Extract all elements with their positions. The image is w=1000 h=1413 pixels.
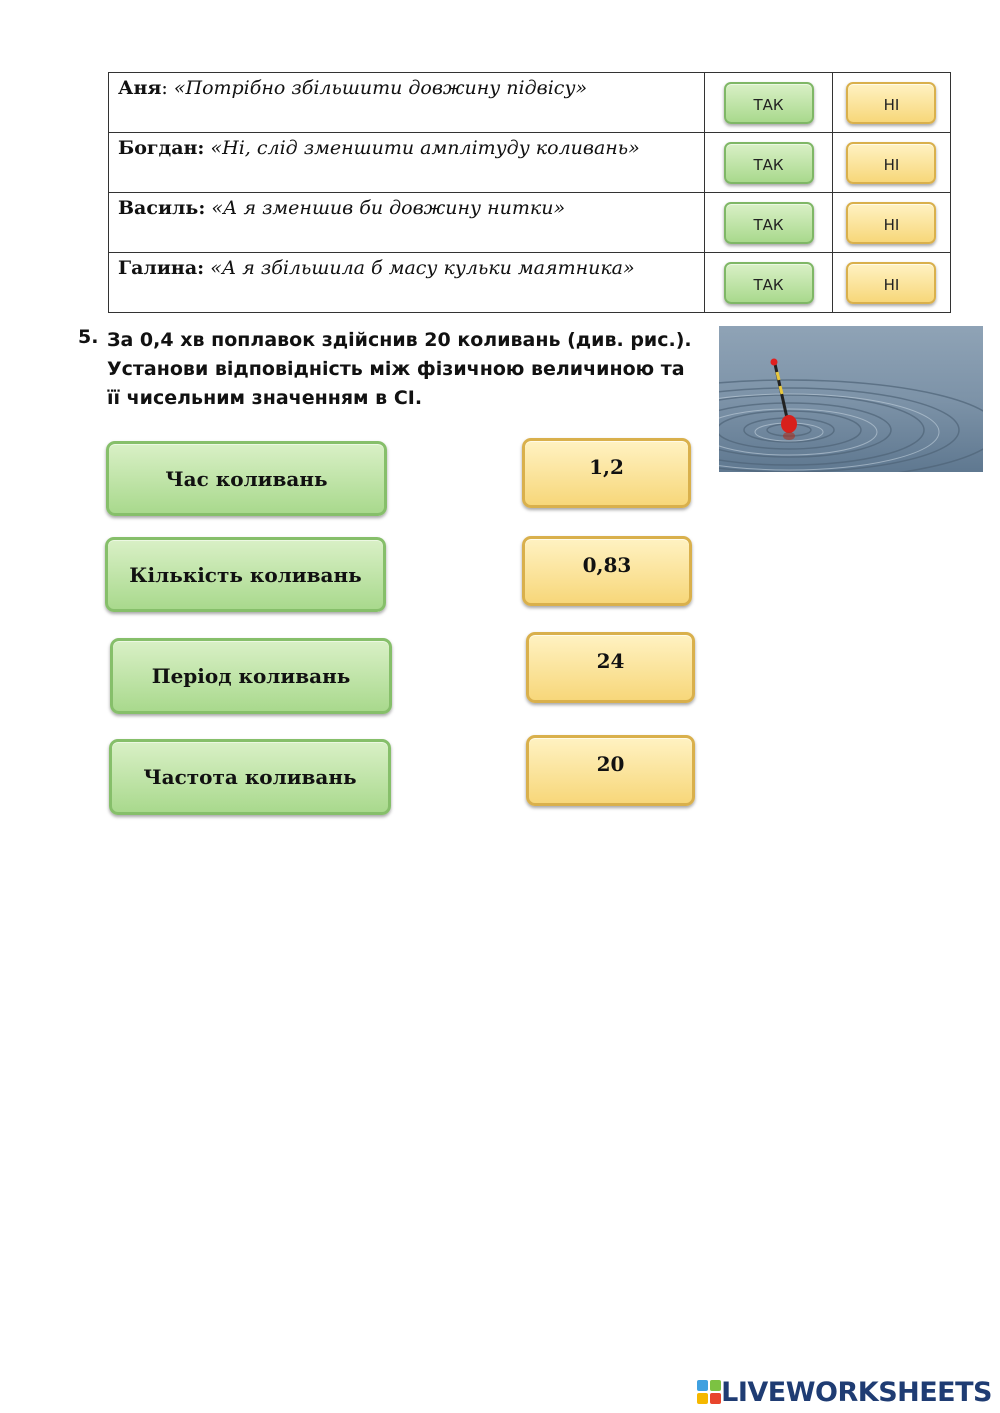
yes-button[interactable]: ТАК	[724, 142, 814, 184]
no-button[interactable]: НІ	[846, 202, 936, 244]
value-option[interactable]: 20	[526, 735, 695, 806]
value-option[interactable]: 1,2	[522, 438, 691, 508]
quantity-oscillation-count[interactable]: Кількість коливань	[105, 537, 386, 612]
question-text	[107, 326, 707, 413]
question-number: 5.	[78, 326, 99, 348]
liveworksheets-logo-icon	[697, 1380, 721, 1404]
quantity-oscillation-frequency[interactable]: Частота коливань	[109, 739, 391, 815]
statement-quote: «А я зменшив би довжину нитки»	[211, 197, 566, 219]
speaker-name: Аня	[118, 77, 162, 99]
no-button[interactable]: НІ	[846, 142, 936, 184]
statement-row	[109, 193, 951, 253]
value-option[interactable]: 0,83	[522, 536, 692, 606]
no-cell	[832, 193, 950, 253]
question-line: її чисельним значенням в СІ.	[107, 387, 423, 409]
statement-text	[109, 73, 705, 133]
statement-quote: «Ні, слід зменшити амплітуду коливань»	[210, 137, 640, 159]
separator: :	[161, 77, 174, 99]
speaker-name: Василь:	[118, 197, 206, 219]
statement-text	[109, 253, 705, 313]
speaker-name: Богдан:	[118, 137, 205, 159]
liveworksheets-logo	[697, 1377, 992, 1407]
question-line: Установи відповідність між фізичною величиною та	[107, 358, 685, 380]
statement-text	[109, 133, 705, 193]
no-button[interactable]: НІ	[846, 82, 936, 124]
quantity-oscillation-time[interactable]: Час коливань	[106, 441, 387, 516]
no-cell	[832, 133, 950, 193]
statement-quote: «Потрібно збільшити довжину підвісу»	[173, 77, 588, 99]
yes-cell	[705, 253, 833, 313]
logo-text: LIVEWORKSHEETS	[721, 1376, 992, 1408]
yes-button[interactable]: ТАК	[724, 262, 814, 304]
statement-row	[109, 73, 951, 133]
yes-cell	[705, 193, 833, 253]
statement-row	[109, 133, 951, 193]
value-option[interactable]: 24	[526, 632, 695, 703]
quantity-oscillation-period[interactable]: Період коливань	[110, 638, 392, 714]
speaker-name: Галина:	[118, 257, 205, 279]
yes-button[interactable]: ТАК	[724, 202, 814, 244]
fishing-float-photo	[719, 326, 983, 472]
no-cell	[832, 253, 950, 313]
statement-row	[109, 253, 951, 313]
yes-button[interactable]: ТАК	[724, 82, 814, 124]
yes-cell	[705, 73, 833, 133]
statements-table	[108, 72, 951, 313]
no-button[interactable]: НІ	[846, 262, 936, 304]
statement-text	[109, 193, 705, 253]
statement-quote: «А я збільшила б масу кульки маятника»	[210, 257, 635, 279]
question-line: За 0,4 хв поплавок здійснив 20 коливань (див. рис.).	[107, 329, 692, 351]
yes-cell	[705, 133, 833, 193]
no-cell	[832, 73, 950, 133]
